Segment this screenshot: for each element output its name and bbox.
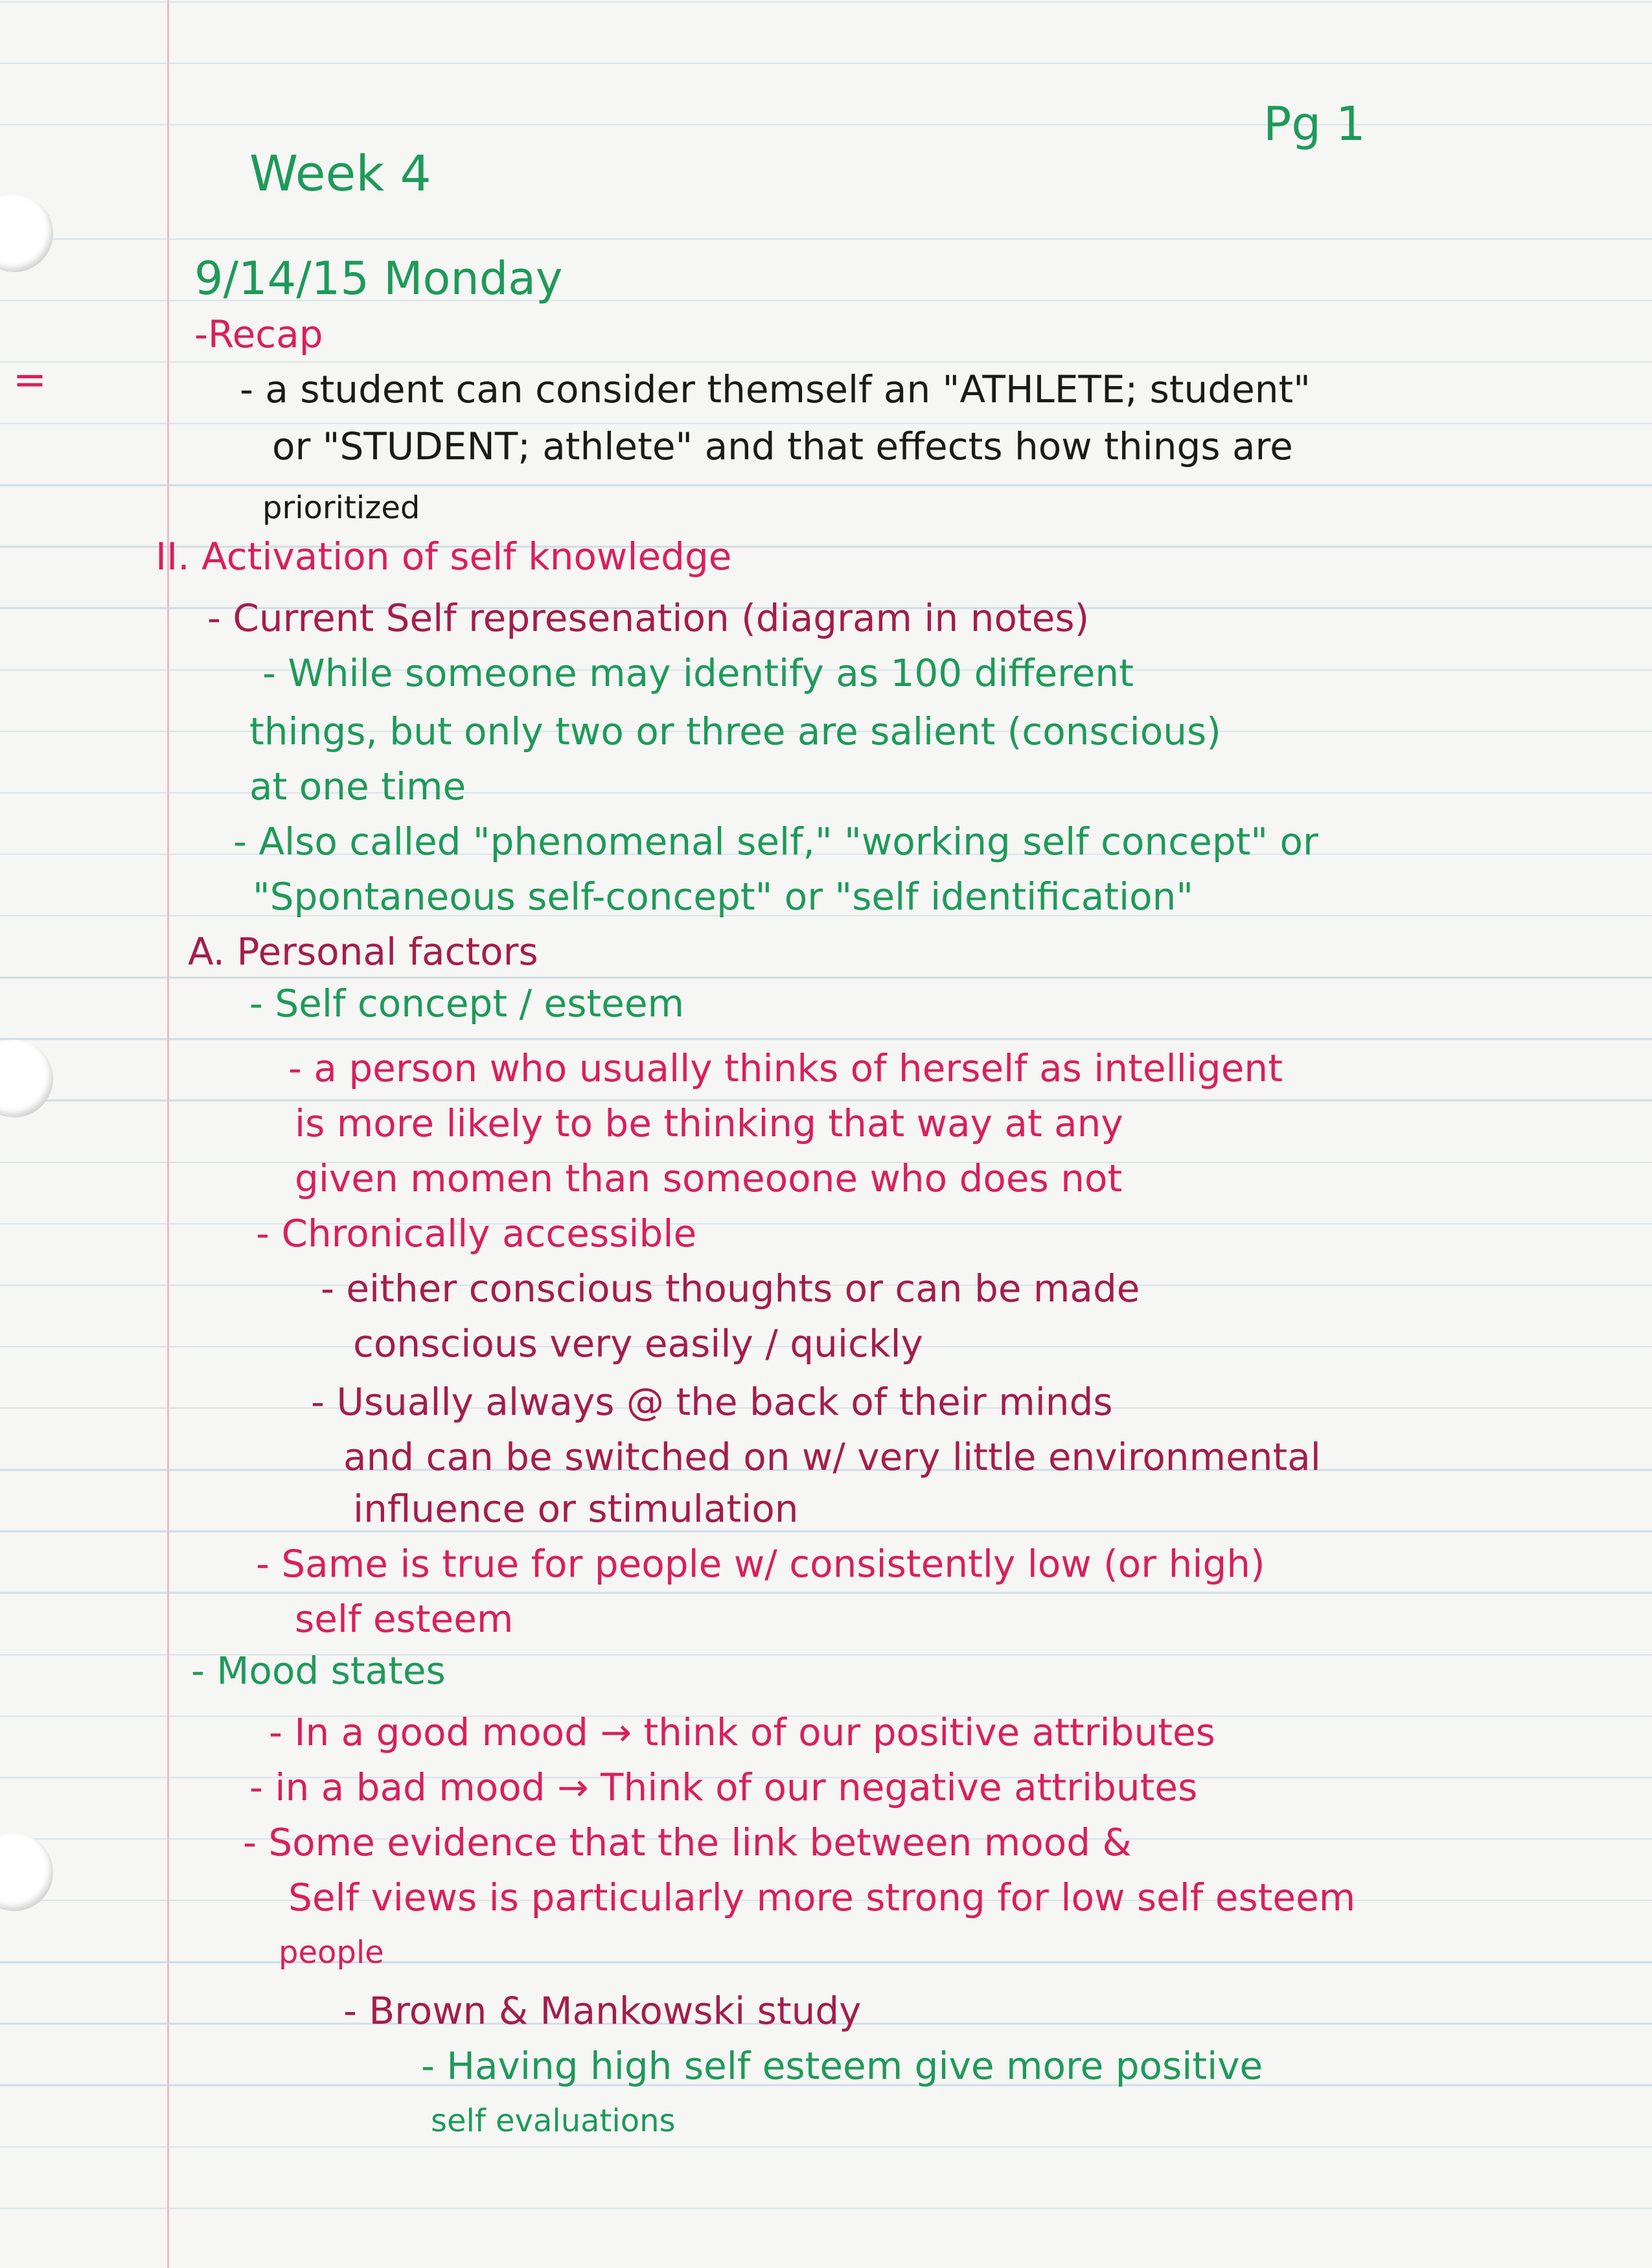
note-line: self esteem [295, 1597, 514, 1641]
note-line: self evaluations [431, 2103, 676, 2139]
note-line: and can be switched on w/ very little environmental [343, 1435, 1321, 1479]
note-line: or "STUDENT; athlete" and that effects how things are [272, 424, 1293, 468]
note-line: prioritized [262, 490, 420, 526]
note-line: is more likely to be thinking that way at any [295, 1101, 1123, 1145]
margin-line [167, 0, 169, 2268]
margin-mark: = [13, 356, 47, 403]
section-heading: II. Activation of self knowledge [155, 534, 732, 578]
note-line: - Some evidence that the link between mood & [243, 1820, 1132, 1864]
subheading: - Current Self represenation (diagram in notes) [207, 596, 1090, 640]
note-line: - Having high self esteem give more positive [421, 2044, 1263, 2088]
binder-hole-middle [0, 1040, 53, 1117]
note-line: at one time [249, 764, 466, 808]
subsection-heading: A. Personal factors [188, 930, 538, 974]
note-line: - a student can consider themself an "ATHLETE; student" [240, 367, 1311, 411]
note-line: - a person who usually thinks of herself as intelligent [288, 1046, 1283, 1090]
note-line: - Brown & Mankowski study [343, 1989, 862, 2033]
note-line: - While someone may identify as 100 different [262, 651, 1134, 695]
note-line: things, but only two or three are salient (conscious) [249, 709, 1221, 753]
note-line: - Also called "phenomenal self," "working self concept" or [233, 819, 1318, 864]
note-line: - In a good mood → think of our positive attributes [269, 1710, 1215, 1754]
note-line: - Self concept / esteem [249, 981, 685, 1025]
note-line: influence or stimulation [353, 1487, 799, 1531]
note-line: people [279, 1934, 384, 1971]
note-line: - Usually always @ the back of their minds [311, 1380, 1113, 1424]
note-line: - Mood states [191, 1649, 446, 1693]
binder-hole-top [0, 194, 53, 272]
note-line: - Same is true for people w/ consistently low (or high) [256, 1542, 1265, 1586]
note-line: conscious very easily / quickly [353, 1322, 923, 1366]
binder-hole-bottom [0, 1833, 53, 1911]
note-line: Self views is particularly more strong for low self esteem [288, 1875, 1356, 1919]
note-line: "Spontaneous self-concept" or "self identification" [253, 875, 1194, 919]
note-line: - in a bad mood → Think of our negative attributes [249, 1765, 1198, 1809]
note-line: given momen than someoone who does not [295, 1156, 1123, 1200]
note-line-recap: -Recap [194, 312, 323, 356]
note-line: - Chronically accessible [256, 1211, 697, 1255]
note-line: - either conscious thoughts or can be made [321, 1266, 1140, 1311]
page-label: Pg 1 [1263, 97, 1366, 151]
week-title: Week 4 [249, 144, 431, 202]
date-heading: 9/14/15 Monday [194, 252, 563, 305]
